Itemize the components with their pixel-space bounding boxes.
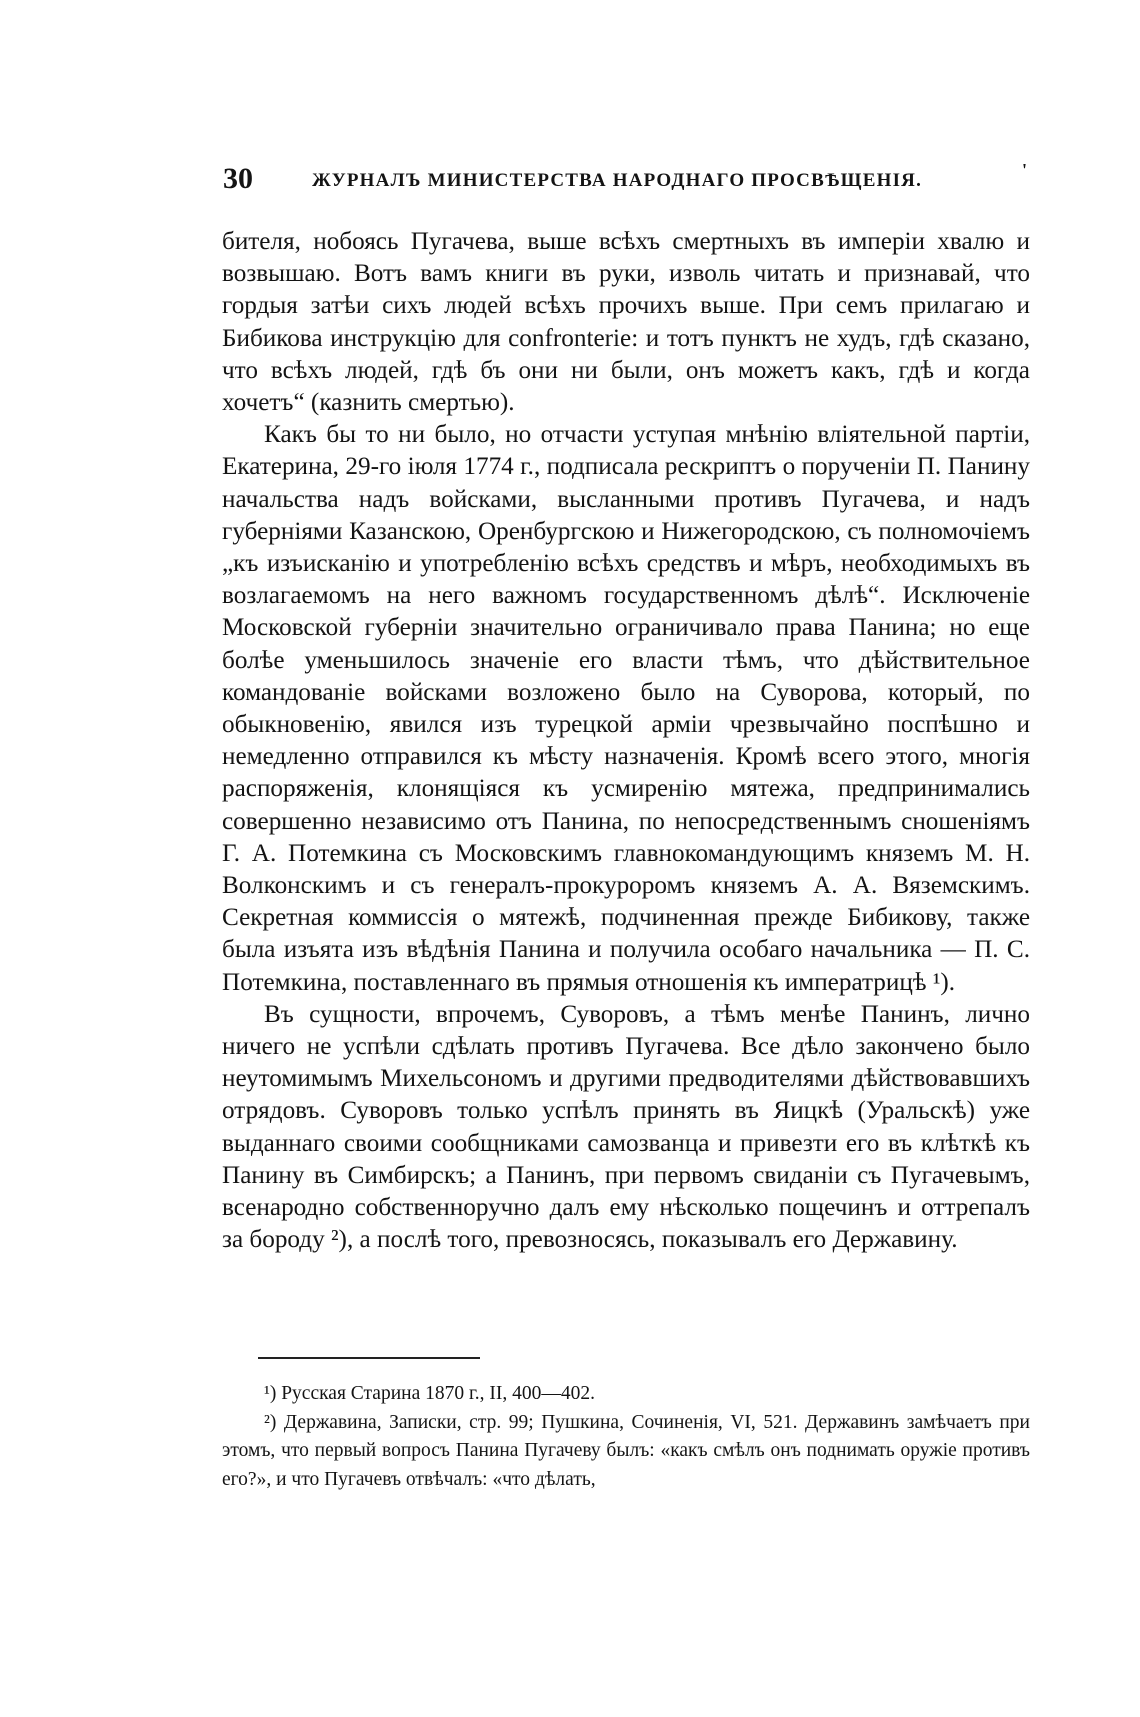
body-text: [222, 226, 1030, 1257]
footnote-2: ²) Державина, Записки, стр. 99; Пушкина, Сочиненія, VI, 521. Державинъ замѣчаетъ при этомъ, что первый вопросъ Панина Пугачеву былъ: «какъ смѣлъ онъ поднимать оружіе противъ его?», и что Пугачевъ отвѣчалъ: «что дѣлать,: [222, 1411, 1030, 1490]
paragraph-3: Въ сущности, впрочемъ, Суворовъ, а тѣмъ менѣе Панинъ, лично ничего не успѣли сдѣлать противъ Пугачева. Все дѣло закончено было неутомимымъ Михельсономъ и другими предводителями дѣйствовавшихъ отрядовъ. Суворовъ только успѣлъ принять въ Яицкѣ (Уральскѣ) уже выданнаго своими сообщниками самозванца и привезти его въ клѣткѣ къ Панину въ Симбирскъ; а Панинъ, при первомъ свиданіи съ Пугачевымъ, всенародно собственноручно далъ ему нѣсколько пощечинъ и оттрепалъ за бороду ²), а послѣ того, превозносясь, показывалъ его Державину.: [222, 1000, 1030, 1254]
header-mark: ': [1022, 160, 1028, 180]
paragraph-2: Какъ бы то ни было, но отчасти уступая мнѣнію вліятельной партіи, Екатерина, 29-го іюля 1774 г., подписала рескриптъ о порученіи П. Панину начальства надъ войсками, высланными противъ Пугачева, и надъ губерніями Казанскою, Оренбургскою и Нижегородскою, съ полномочіемъ „къ изъисканію и употребленію всѣхъ средствъ и мѣръ, необходимыхъ въ возлагаемомъ на него важномъ государственномъ дѣлѣ“. Исключеніе Московской губерніи значительно ограничивало права Панина; но еще болѣе уменьшилось значеніе его власти тѣмъ, что дѣйствительное командованіе войсками возложено было на Суворова, который, по обыкновенію, явился изъ турецкой арміи чрезвычайно поспѣшно и немедленно отправился къ мѣсту назначенія. Кромѣ всего этого, многія распоряженія, клонящіяся къ усмиренію мятежа, предпринимались совершенно независимо отъ Панина, по непосредственнымъ сношеніямъ Г. А. Потемкина съ Московскимъ главнокомандующимъ княземъ М. Н. Волконскимъ и съ генералъ-прокуроромъ княземъ А. А. Вяземскимъ. Секретная коммиссія о мятежѣ, подчиненная прежде Бибикову, также была изъята изъ вѣдѣнія Панина и получила особаго начальника — П. С. Потемкина, поставленнаго въ прямыя отношенія къ императрицѣ ¹).: [222, 421, 1030, 996]
footnote-rule: [258, 1357, 480, 1359]
footnotes: [222, 1380, 1030, 1494]
paragraph-1: бителя, нобоясь Пугачева, выше всѣхъ смертныхъ въ имперіи хвалю и возвышаю. Вотъ вамъ книги въ руки, изволь читать и признавай, что гордыя затѣи сихъ людей всѣхъ прочихъ выше. При семъ прилагаю и Бибикова инструкцію для confronterie: и тотъ пунктъ не худъ, гдѣ сказано, что всѣхъ людей, гдѣ бъ они ни были, онъ можетъ какъ, гдѣ и когда хочетъ“ (казнить смертью).: [222, 228, 1030, 417]
running-head: ЖУРНАЛЪ МИНИСТЕРСТВА НАРОДНАГО ПРОСВѢЩЕНІЯ.: [312, 170, 923, 191]
page-number: 30: [223, 162, 253, 195]
footnote-1: ¹) Русская Старина 1870 г., II, 400—402.: [264, 1383, 596, 1404]
